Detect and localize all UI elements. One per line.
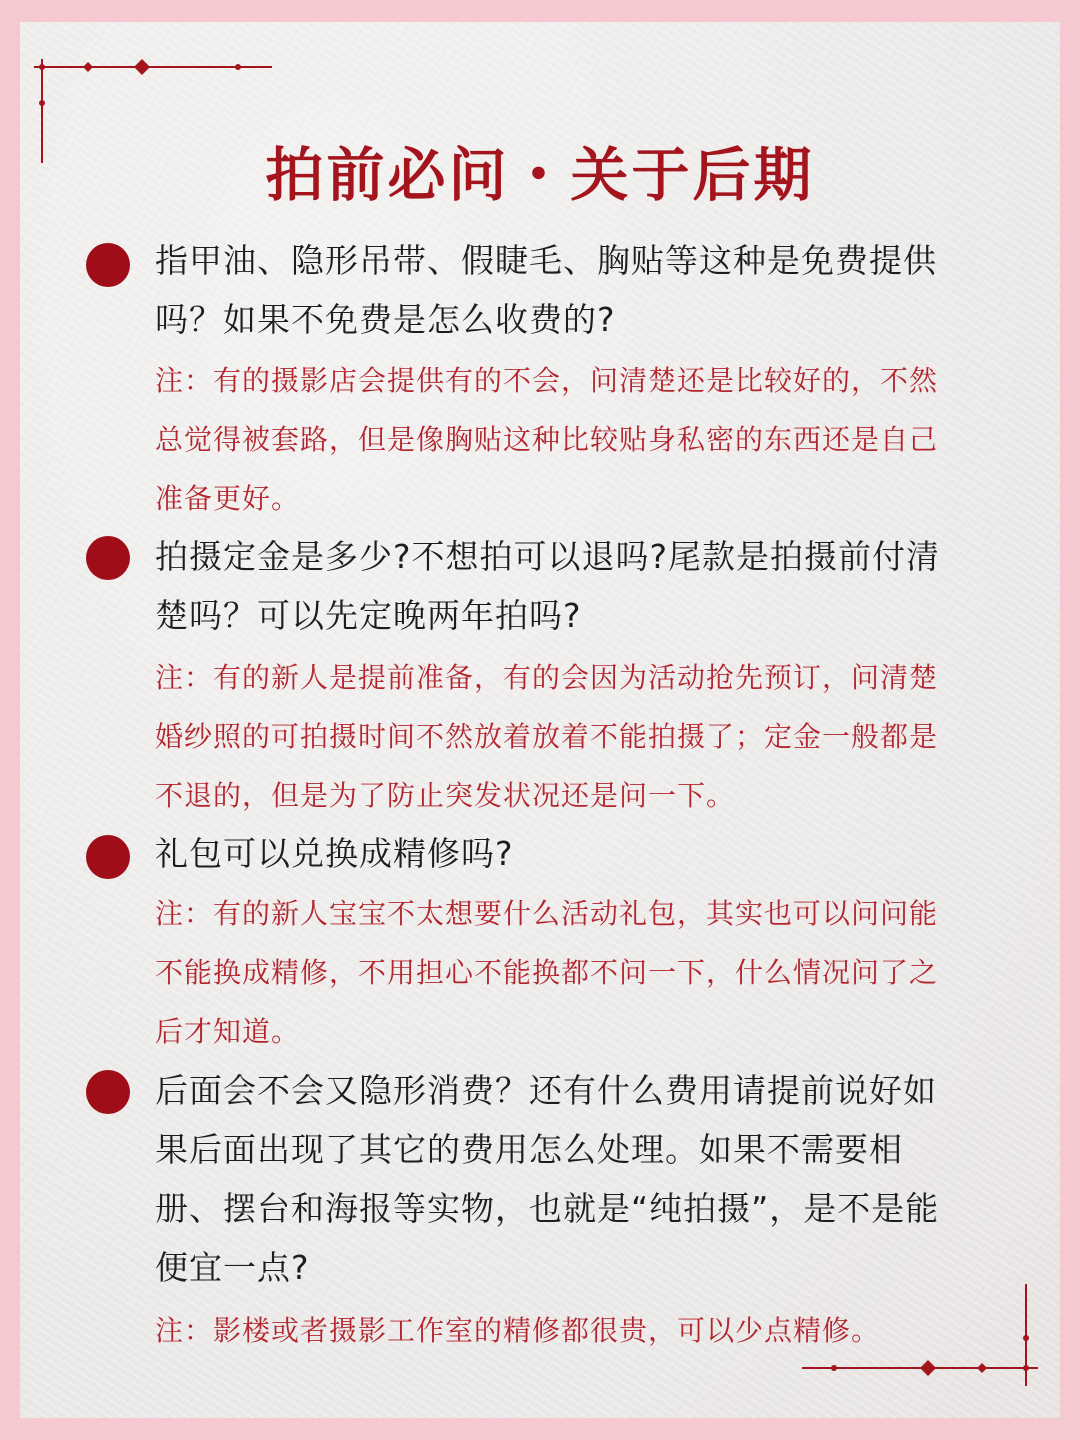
bullet-dot-icon bbox=[86, 835, 130, 879]
note-text: 注：有的新人是提前准备，有的会因为活动抢先预订，问清楚婚纱照的可拍摄时间不然放着放着不能拍摄了；定金一般都是不退的，但是为了防止突发状况还是问一下。 bbox=[155, 661, 939, 812]
note-text: 注：有的新人宝宝不太想要什么活动礼包，其实也可以问问能不能换成精修，不用担心不能换都不问一下，什么情况问了之后才知道。 bbox=[155, 897, 939, 1048]
question-text: 后面会不会又隐形消费？还有什么费用请提前说好如果后面出现了其它的费用怎么处理。如果不需要相册、摆台和海报等实物，也就是“纯拍摄”，是不是能便宜一点? bbox=[155, 1071, 940, 1287]
note-text: 注：影楼或者摄影工作室的精修都很贵，可以少点精修。 bbox=[155, 1314, 881, 1347]
question-text: 礼包可以兑换成精修吗? bbox=[155, 834, 514, 873]
page-title: 拍前必问・关于后期 bbox=[265, 141, 815, 209]
bullet-dot-icon bbox=[86, 536, 130, 580]
question-text: 指甲油、隐形吊带、假睫毛、胸贴等这种是免费提供吗？如果不免费是怎么收费的? bbox=[155, 241, 937, 339]
question-text: 拍摄定金是多少?不想拍可以退吗?尾款是拍摄前付清楚吗？可以先定晚两年拍吗? bbox=[155, 537, 941, 635]
bullet-dot-icon bbox=[86, 243, 130, 287]
note-text: 注：有的摄影店会提供有的不会，问清楚还是比较好的，不然总觉得被套路，但是像胸贴这种比较贴身私密的东西还是自己准备更好。 bbox=[155, 364, 939, 515]
bullet-dot-icon bbox=[86, 1070, 130, 1114]
